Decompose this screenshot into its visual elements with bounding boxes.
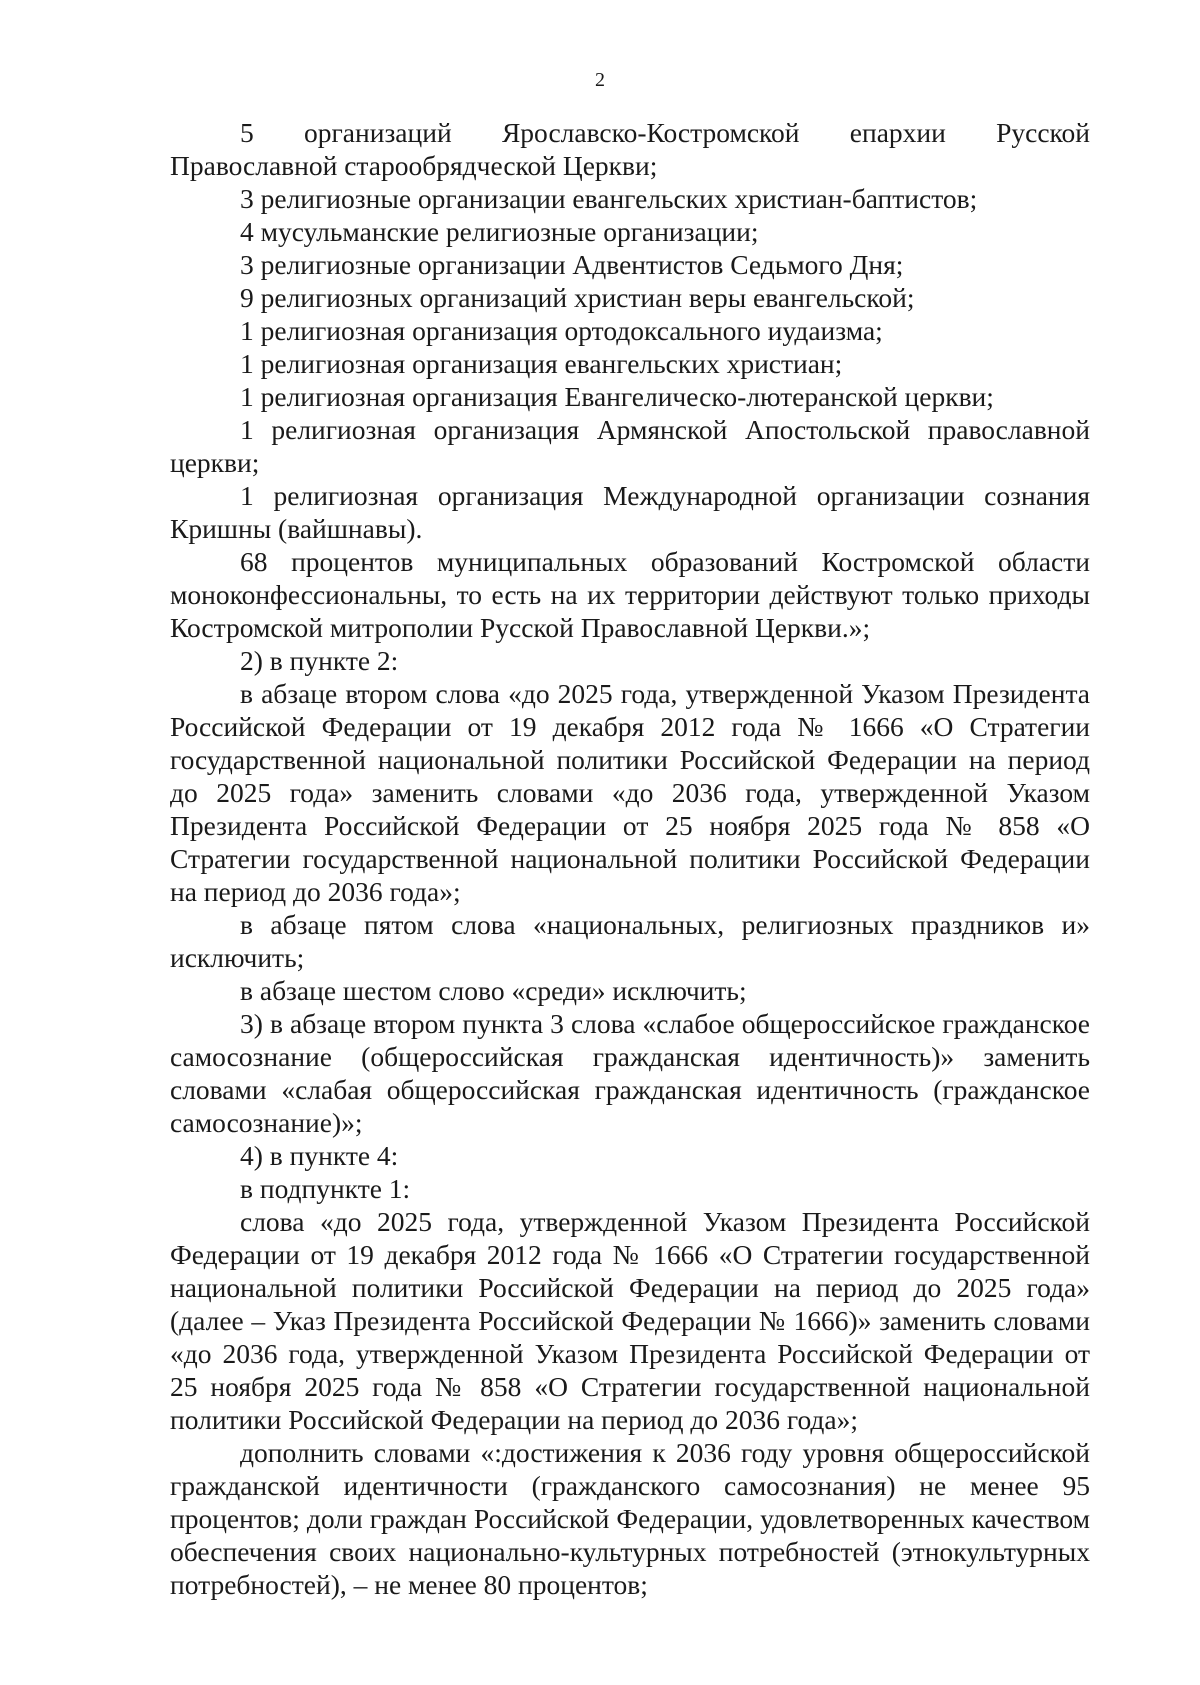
paragraph: 1 религиозная организация Армянской Апостольской православной церкви; bbox=[170, 414, 1090, 478]
paragraph: 3 религиозные организации евангельских христиан-баптистов; bbox=[240, 183, 978, 214]
paragraph: 9 религиозных организаций христиан веры евангельской; bbox=[240, 282, 915, 313]
paragraph: 1 религиозная организация Евангелическо-лютеранской церкви; bbox=[240, 381, 994, 412]
paragraph: 3) в абзаце втором пункта 3 слова «слабое общероссийское гражданское самосознание (общероссийская гражданская идентичность)» заменить словами «слабая общероссийская гражданская идентичность (гражданское самосознание)»; bbox=[170, 1008, 1090, 1138]
paragraph: 68 процентов муниципальных образований Костромской области моноконфессиональны, то есть на их территории действуют только приходы Костромской митрополии Русской Православной Церкви.»; bbox=[170, 546, 1090, 643]
paragraph: 5 организаций Ярославско-Костромской епархии Русской Православной старообрядческой Церкви; bbox=[170, 117, 1090, 181]
paragraph: 4 мусульманские религиозные организации; bbox=[240, 216, 759, 247]
paragraph: 4) в пункте 4: bbox=[240, 1140, 399, 1171]
paragraph: в абзаце шестом слово «среди» исключить; bbox=[240, 975, 747, 1006]
paragraph: 1 религиозная организация Международной организации сознания Кришны (вайшнавы). bbox=[170, 480, 1090, 544]
paragraph: слова «до 2025 года, утвержденной Указом Президента Российской Федерации от 19 декабря 2012 года № 1666 «О Стратегии государственной национальной политики Российской Федерации на период до 2025 года» (далее – Указ Президента Российской Федерации № 1666)» заменить словами «до 2036 года, утвержденной Указом Президента Российской Федерации от 25 ноября 2025 года № 858 «О Стратегии государственной национальной политики Российской Федерации на период до 2036 года»; bbox=[170, 1206, 1090, 1435]
paragraph: в абзаце втором слова «до 2025 года, утвержденной Указом Президента Российской Федерации от 19 декабря 2012 года № 1666 «О Стратегии государственной национальной политики Российской Федерации на период до 2025 года» заменить словами «до 2036 года, утвержденной Указом Президента Российской Федерации от 25 ноября 2025 года № 858 «О Стратегии государственной национальной политики Российской Федерации на период до 2036 года»; bbox=[170, 678, 1090, 907]
paragraph: 1 религиозная организация ортодоксального иудаизма; bbox=[240, 315, 883, 346]
paragraph: 1 религиозная организация евангельских христиан; bbox=[240, 348, 843, 379]
paragraph: 3 религиозные организации Адвентистов Седьмого Дня; bbox=[240, 249, 904, 280]
paragraph: в абзаце пятом слова «национальных, религиозных праздников и» исключить; bbox=[170, 909, 1090, 973]
page-number: 2 bbox=[595, 69, 605, 91]
paragraph: 2) в пункте 2: bbox=[240, 645, 399, 676]
paragraph: дополнить словами «:достижения к 2036 году уровня общероссийской гражданской идентичности (гражданского самосознания) не менее 95 процентов; доли граждан Российской Федерации, удовлетворенных качеством обеспечения своих национально-культурных потребностей (этнокультурных потребностей), – не менее 80 процентов; bbox=[170, 1437, 1090, 1600]
paragraph: в подпункте 1: bbox=[240, 1173, 411, 1204]
document-body bbox=[170, 116, 1090, 1601]
